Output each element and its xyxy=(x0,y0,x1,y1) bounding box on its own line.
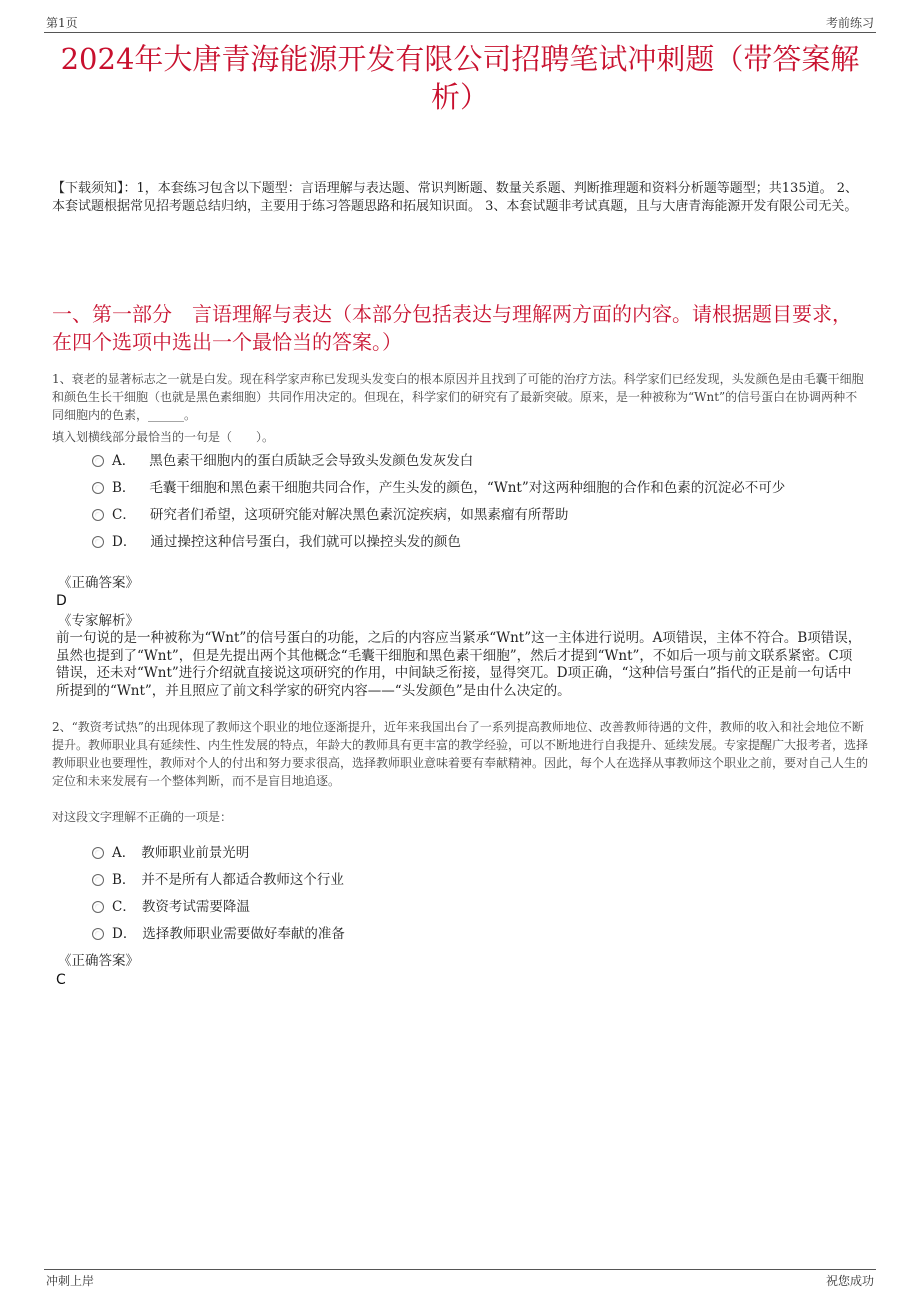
option-text: 并不是所有人都适合教师这个行业 xyxy=(141,872,344,888)
option-letter: B． xyxy=(112,872,136,888)
radio-button-icon[interactable] xyxy=(92,455,104,467)
option-letter: D． xyxy=(112,926,137,942)
footer-left-text: 冲刺上岸 xyxy=(46,1274,95,1288)
question-2-answer: C xyxy=(56,972,66,988)
option-text: 教资考试需要降温 xyxy=(141,899,250,915)
question-1-prompt: 填入划横线部分最恰当的一句是（ ）。 xyxy=(52,430,275,444)
question-2-answer-label: 《正确答案》 xyxy=(58,953,139,969)
header-divider xyxy=(44,32,876,33)
radio-button-icon[interactable] xyxy=(92,847,104,859)
option-text: 通过操控这种信号蛋白，我们就可以操控头发的颜色 xyxy=(150,534,461,550)
option-text: 教师职业前景光明 xyxy=(141,845,250,861)
question-1-option-d[interactable] xyxy=(92,533,461,551)
radio-button-icon[interactable] xyxy=(92,874,104,886)
question-2-option-a[interactable] xyxy=(92,844,249,862)
option-text: 毛囊干细胞和黑色素干细胞共同合作，产生头发的颜色，“Wnt”对这两种细胞的合作和色素的沉淀必不可少 xyxy=(149,480,786,496)
question-2-option-d[interactable] xyxy=(92,925,345,943)
question-1-analysis-label: 《专家解析》 xyxy=(58,613,139,629)
radio-button-icon[interactable] xyxy=(92,536,104,548)
option-letter: B． xyxy=(112,480,136,496)
question-2-prompt: 对这段文字理解不正确的一项是： xyxy=(52,810,233,824)
question-2-stem: 2、“教资考试热”的出现体现了教师这个职业的地位逐渐提升，近年来我国出台了一系列提高教师地位、改善教师待遇的文件，教师的收入和社会地位不断提升。教师职业具有延续性、内生性发展的特点，年龄大的教师具有更丰富的教学经验，可以不断地进行自我提升、延续发展。专家提醒广大报考者，选择教师职业也要理性，教师对个人的付出和努力要求很高，选择教师职业意味着要有奉献精神。因此，每个人在选择从事教师这个职业之前，要对自己人生的定位和未来发展有一个整体判断，而不是盲目地追逐。 xyxy=(52,720,869,788)
radio-button-icon[interactable] xyxy=(92,901,104,913)
question-1-stem: 1、衰老的显著标志之一就是白发。现在科学家声称已发现头发变白的根本原因并且找到了可能的治疗方法。科学家们已经发现，头发颜色是由毛囊干细胞和颜色生长干细胞（也就是黑色素细胞）共同作用决定的。但现在，科学家们的研究有了最新突破。原来，是一种被称为“Wnt”的信号蛋白在协调两种不同细胞内的色素，______。 xyxy=(52,372,864,422)
option-letter: C． xyxy=(112,899,136,915)
question-1-option-b[interactable] xyxy=(92,479,785,497)
footer-right-text: 祝您成功 xyxy=(825,1274,874,1288)
option-letter: A． xyxy=(112,845,136,861)
option-text: 研究者们希望，这项研究能对解决黑色素沉淀疾病，如黑素瘤有所帮助 xyxy=(149,507,569,523)
footer-divider xyxy=(44,1269,876,1270)
option-letter: A． xyxy=(112,453,136,469)
radio-button-icon[interactable] xyxy=(92,928,104,940)
question-1-answer-label: 《正确答案》 xyxy=(58,575,139,591)
option-letter: C． xyxy=(112,507,136,523)
option-letter: D． xyxy=(112,534,137,550)
question-1-answer: D xyxy=(56,593,67,609)
question-1-option-a[interactable] xyxy=(92,452,473,470)
question-1-analysis: 前一句说的是一种被称为“Wnt”的信号蛋白的功能，之后的内容应当紧承“Wnt”这一主体进行说明。A项错误，主体不符合。B项错误，虽然也提到了“Wnt”，但是先提出两个其他概念“毛囊干细胞和黑色素干细胞”，然后才提到“Wnt”，不如后一项与前文联系紧密。C项错误，还未对“Wnt”进行介绍就直接说这项研究的作用，中间缺乏衔接，显得突兀。D项正确，“这种信号蛋白”指代的正是前一句话中所提到的“Wnt”，并且照应了前文科学家的研究内容——“头发颜色”是由什么决定的。 xyxy=(56,630,862,699)
question-2-option-b[interactable] xyxy=(92,871,344,889)
option-text: 黑色素干细胞内的蛋白质缺乏会导致头发颜色发灰发白 xyxy=(149,453,474,469)
radio-button-icon[interactable] xyxy=(92,482,104,494)
section-heading: 一、第一部分 言语理解与表达（本部分包括表达与理解两方面的内容。请根据题目要求，在四个选项中选出一个最恰当的答案。） xyxy=(52,302,852,354)
question-2-option-c[interactable] xyxy=(92,898,250,916)
document-title: 2024年大唐青海能源开发有限公司招聘笔试冲刺题（带答案解析） xyxy=(60,42,860,114)
option-text: 选择教师职业需要做好奉献的准备 xyxy=(142,926,345,942)
page-number-label: 第1页 xyxy=(46,16,78,30)
question-1-option-c[interactable] xyxy=(92,506,568,524)
header-tag: 考前练习 xyxy=(825,16,874,30)
download-notice: 【下载须知】：1，本套练习包含以下题型：言语理解与表达题、常识判断题、数量关系题、判断推理题和资料分析题等题型；共135道。 2、本套试题根据常见招考题总结归纳，主要用于练习答题思路和拓展知识面。 3、本套试题非考试真题，且与大唐青海能源开发有限公司无关。 xyxy=(52,181,858,214)
radio-button-icon[interactable] xyxy=(92,509,104,521)
